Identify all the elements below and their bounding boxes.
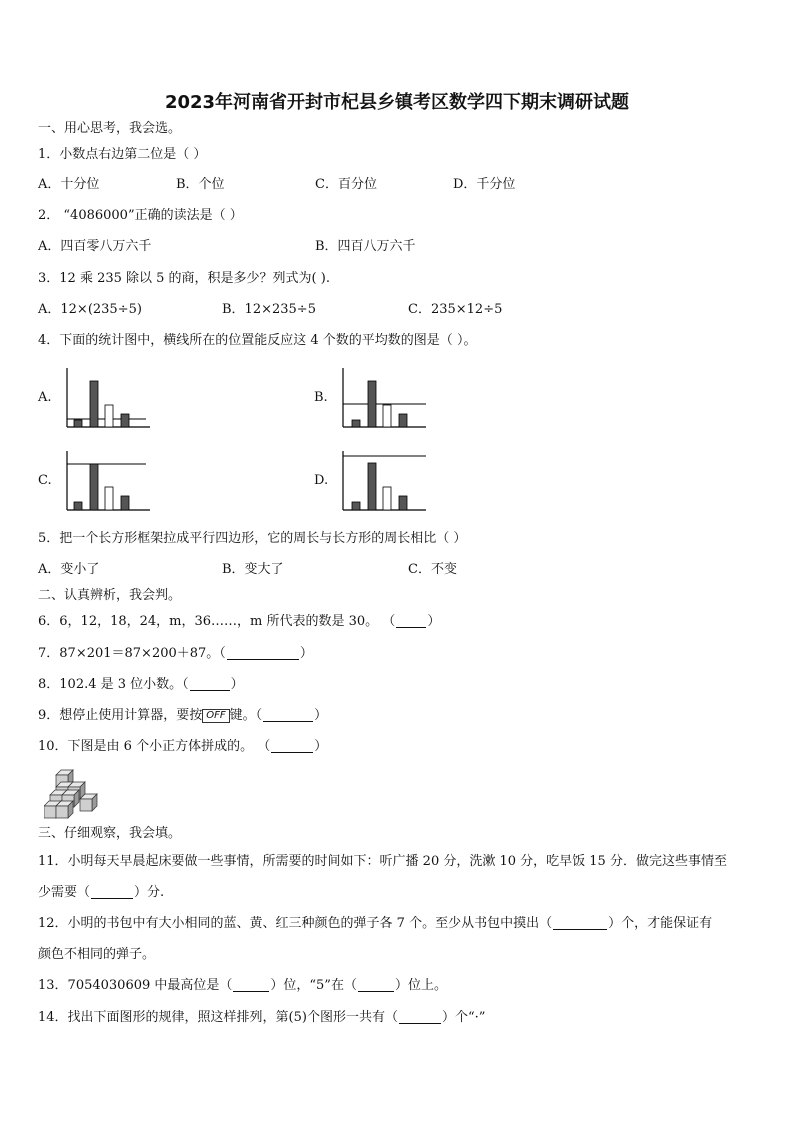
q5-option-c: C．不变: [408, 562, 457, 577]
q10-close: ）: [314, 739, 328, 754]
q4-label-a: A.: [38, 390, 52, 405]
q9-close: ）: [314, 708, 328, 723]
question-12-line2: 颜色不相同的弹子。: [38, 947, 156, 962]
question-1: 1．小数点右边第二位是（ ）: [38, 147, 207, 162]
q4-label-d: D.: [314, 473, 329, 488]
question-12-line1: [38, 916, 712, 932]
q1-option-b: B．个位: [176, 177, 225, 192]
question-11-line1: 11．小明每天早晨起床要做一些事情，所需要的时间如下：听广播 20 分，洗漱 10 分，吃早饭 15 分．做完这些事情至: [38, 854, 727, 869]
q4-chart-a: [64, 368, 154, 430]
q13-close: ）位上。: [394, 978, 447, 993]
q14-answer-blank[interactable]: [399, 1011, 441, 1024]
q11-answer-blank[interactable]: [91, 886, 133, 899]
q14-text: 14．找出下面图形的规律，照这样排列，第(5)个图形一共有（: [38, 1010, 398, 1025]
q6-close: ）: [427, 614, 441, 629]
q4-chart-d: [340, 451, 430, 513]
q3-option-b: B．12×235÷5: [222, 302, 316, 317]
q9-text: 9．想停止使用计算器，要按: [38, 708, 203, 723]
q6-text: 6．6，12，18，24，m，36……，m 所代表的数是 30。 （: [38, 614, 396, 629]
q8-answer-blank[interactable]: [190, 678, 230, 691]
q11-text: 少需要（: [38, 885, 91, 900]
q5-option-a: A．变小了: [38, 562, 100, 577]
q8-close: ）: [230, 677, 244, 692]
q7-text: 7．87×201＝87×200＋87。（: [38, 646, 226, 661]
q7-close: ）: [299, 646, 313, 661]
q2-option-a: A．四百零八万六千: [38, 239, 152, 254]
q12-tail: ）个，才能保证有: [608, 916, 713, 931]
cube-stack-figure: [44, 768, 100, 820]
q3-option-c: C．235×12÷5: [408, 302, 503, 317]
q13-answer-blank-2[interactable]: [358, 979, 394, 992]
q4-chart-b: [340, 368, 430, 430]
q1-option-d: D．千分位: [453, 177, 516, 192]
q2-option-b: B．四百八万六千: [315, 239, 416, 254]
q14-close: ）个“·”: [441, 1010, 486, 1025]
section-heading-2: 二、认真辨析，我会判。: [38, 588, 182, 603]
question-7: [38, 646, 313, 662]
question-3: 3．12 乘 235 除以 5 的商，积是多少？列式为( ).: [38, 271, 330, 286]
q3-option-a: A．12×(235÷5): [38, 302, 142, 317]
question-2: 2． “4086000”正确的读法是（ ）: [38, 208, 243, 223]
question-6: [38, 614, 440, 630]
question-9: [38, 708, 327, 724]
q13-answer-blank-1[interactable]: [233, 979, 269, 992]
question-14: [38, 1010, 485, 1026]
q5-option-b: B．变大了: [222, 562, 284, 577]
section-heading-1: 一、用心思考，我会选。: [38, 121, 182, 136]
q9-mid: 键。（: [229, 708, 263, 723]
q12-text: 12．小明的书包中有大小相同的蓝、黄、红三种颜色的弹子各 7 个。至少从书包中摸出（: [38, 916, 553, 931]
q10-answer-blank[interactable]: [271, 740, 313, 753]
q10-text: 10．下图是由 6 个小正方体拼成的。 （: [38, 739, 271, 754]
q1-option-a: A．十分位: [38, 177, 100, 192]
q13-mid: ）位，“5”在（: [270, 978, 357, 993]
question-13: [38, 978, 447, 994]
page-title: 2023年河南省开封市杞县乡镇考区数学四下期末调研试题: [164, 92, 630, 113]
question-10: [38, 739, 327, 755]
q4-label-c: C.: [38, 473, 52, 488]
q6-answer-blank[interactable]: [396, 615, 426, 628]
q13-text: 13．7054030609 中最高位是（: [38, 978, 233, 993]
q1-option-c: C．百分位: [315, 177, 377, 192]
off-key-icon: OFF: [202, 709, 229, 723]
question-5: 5．把一个长方形框架拉成平行四边形，它的周长与长方形的周长相比（ ）: [38, 531, 467, 546]
question-11-line2: [38, 885, 164, 901]
q12-answer-blank[interactable]: [553, 917, 607, 930]
q8-text: 8．102.4 是 3 位小数。（: [38, 677, 189, 692]
section-heading-3: 三、仔细观察，我会填。: [38, 826, 182, 841]
q4-label-b: B.: [314, 390, 328, 405]
q4-chart-c: [64, 451, 154, 513]
q9-answer-blank[interactable]: [263, 709, 313, 722]
q7-answer-blank[interactable]: [227, 647, 299, 660]
question-4: 4．下面的统计图中，横线所在的位置能反应这 4 个数的平均数的图是（ ）。: [38, 333, 477, 348]
q11-close: ）分.: [134, 885, 165, 900]
question-8: [38, 677, 244, 693]
